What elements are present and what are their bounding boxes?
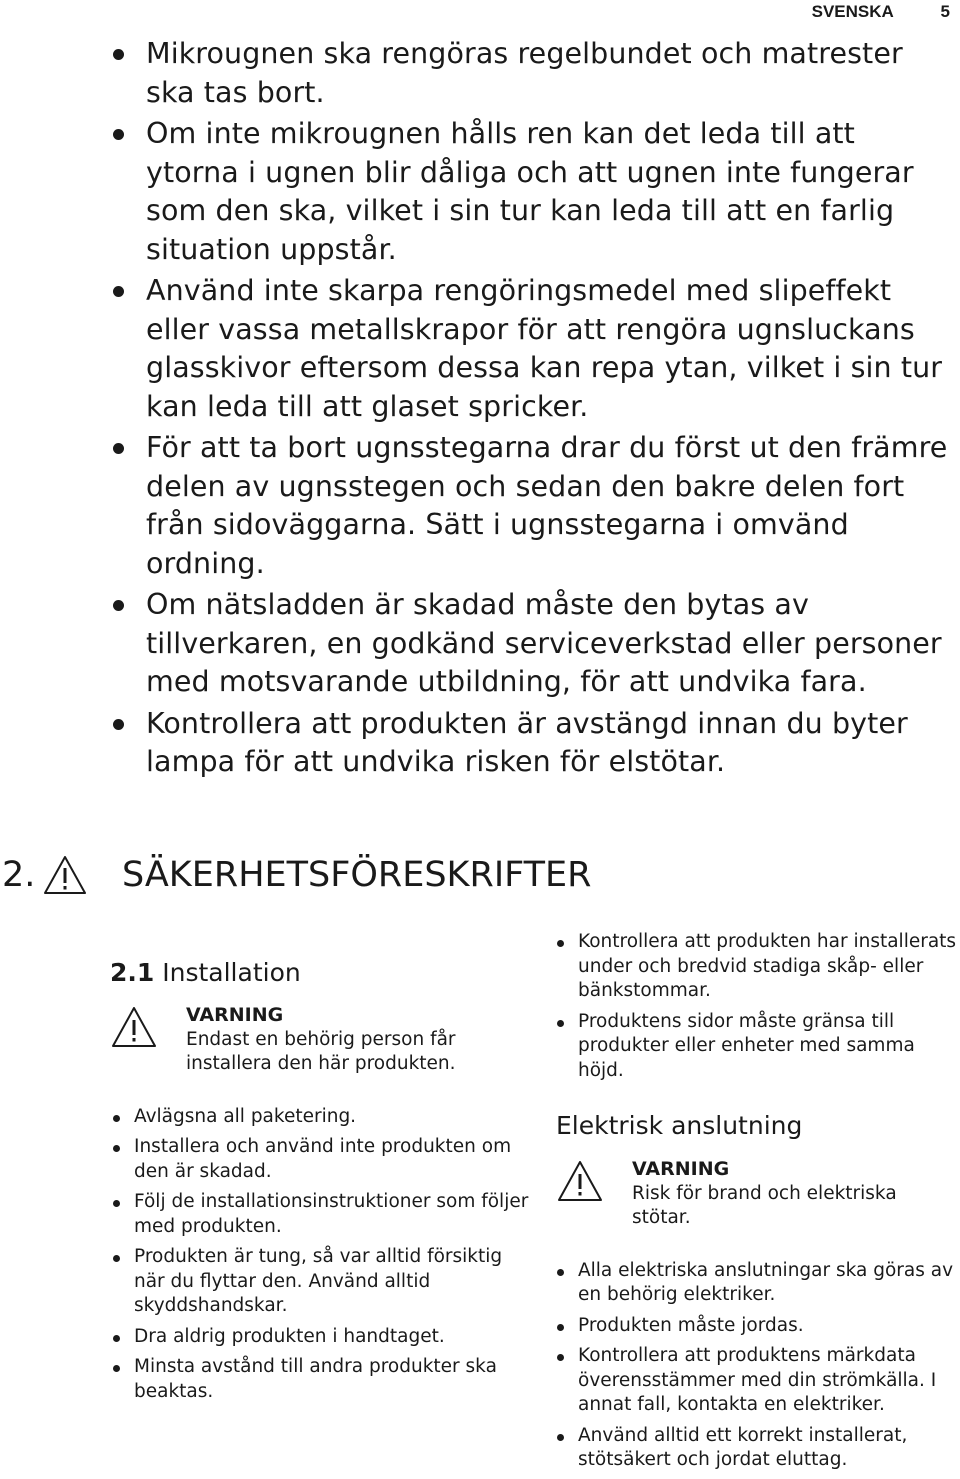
list-item-text: Installera och använd inte produkten om den är skadad. xyxy=(134,1136,512,1182)
list-item-text: Använd inte skarpa rengöringsmedel med slipeffekt eller vassa metallskrapor för att rengöra ugnsluckans glasskivor eftersom dessa kan repa ytan, vilket i sin tur kan leda till att glaset spricker. xyxy=(146,274,943,423)
list-item xyxy=(0,586,960,702)
section-title: SÄKERHETSFÖRESKRIFTER xyxy=(122,855,592,895)
list-item-text: Använd alltid ett korrekt installerat, stötsäkert och jordat eluttag. xyxy=(578,1424,908,1470)
electric-warning xyxy=(556,1157,960,1231)
bullet-icon xyxy=(113,1255,120,1262)
list-item-text: Produkten måste jordas. xyxy=(578,1314,804,1336)
bullet-icon xyxy=(113,1200,120,1207)
list-item xyxy=(110,1135,530,1184)
warning-title: VARNING xyxy=(186,1004,284,1026)
bullet-icon xyxy=(113,719,124,730)
list-item xyxy=(556,1010,960,1084)
bullet-icon xyxy=(557,1354,564,1361)
warning-triangle-icon xyxy=(556,1159,604,1203)
list-item-text: För att ta bort ugnsstegarna drar du först ut den främre delen av ugnsstegen och sedan den bakre delen fort från sidoväggarna. Sätt i ugnsstegarna i omvänd ordning. xyxy=(146,431,948,580)
header-language: SVENSKA xyxy=(811,2,894,21)
bullet-icon xyxy=(113,1365,120,1372)
list-item xyxy=(0,115,960,269)
subsection-number: 2.1 xyxy=(110,958,155,987)
bullet-icon xyxy=(113,286,124,297)
list-item-text: Kontrollera att produkten har installerats under och bredvid stadiga skåp- eller bänkstommar. xyxy=(578,931,957,1001)
bullet-icon xyxy=(113,600,124,611)
list-item xyxy=(556,1424,960,1473)
list-item-text: Produktens sidor måste gränsa till produkter eller enheter med samma höjd. xyxy=(578,1010,915,1081)
bullet-icon xyxy=(113,1335,120,1342)
list-item-text: Minsta avstånd till andra produkter ska beaktas. xyxy=(134,1356,497,1402)
bullet-icon xyxy=(557,1324,564,1331)
list-item-text: Om nätsladden är skadad måste den bytas av tillverkaren, en godkänd serviceverkstad eller personer med motsvarande utbildning, för att undvika fara. xyxy=(146,588,942,698)
page-number: 5 xyxy=(940,2,950,21)
list-item-text: Dra aldrig produkten i handtaget. xyxy=(134,1325,445,1347)
list-item-text: Kontrollera att produkten är avstängd innan du byter lampa för att undvika risken för elstötar. xyxy=(146,706,908,778)
maintenance-list xyxy=(0,35,960,785)
electric-list xyxy=(556,1259,960,1473)
list-item-text: Om inte mikrougnen hålls ren kan det leda till att ytorna i ugnen blir dåliga och att ugnen inte fungerar som den ska, vilket i sin tur kan leda till att en farlig situation uppstår. xyxy=(146,117,914,266)
list-item xyxy=(110,1105,530,1130)
warning-text: Endast en behörig person får installera den här produkten. xyxy=(186,1028,456,1074)
warning-triangle-icon xyxy=(110,1005,158,1049)
list-item xyxy=(110,1355,530,1404)
list-item-text: Produkten är tung, så var alltid försiktig när du flyttar den. Använd alltid skyddshandskar. xyxy=(134,1246,503,1316)
list-item-text: Mikrougnen ska rengöras regelbundet och matrester ska tas bort. xyxy=(146,37,903,109)
section-heading xyxy=(0,850,591,900)
warning-text: Risk för brand och elektriska stötar. xyxy=(632,1182,897,1228)
bullet-icon xyxy=(113,1115,120,1122)
list-item xyxy=(556,1259,960,1308)
list-item xyxy=(556,1344,960,1418)
bullet-icon xyxy=(113,129,124,140)
list-item-text: Följ de installationsinstruktioner som följer med produkten. xyxy=(134,1191,529,1237)
bullet-icon xyxy=(113,443,124,454)
list-item-text: Kontrollera att produktens märkdata överensstämmer med din strömkälla. I annat fall, kontakta en elektriker. xyxy=(578,1345,937,1415)
list-item xyxy=(110,1325,530,1350)
list-item xyxy=(110,1190,530,1239)
installation-list xyxy=(110,1105,530,1405)
list-item xyxy=(0,705,960,782)
subsection-title: Installation xyxy=(154,958,301,987)
list-item xyxy=(556,930,960,1004)
warning-triangle-icon xyxy=(42,854,88,896)
bullet-icon xyxy=(113,1145,120,1152)
warning-title: VARNING xyxy=(632,1158,730,1180)
list-item xyxy=(0,35,960,112)
bullet-icon xyxy=(113,49,124,60)
electric-heading: Elektrisk anslutning xyxy=(556,1111,803,1140)
page-header xyxy=(812,0,950,24)
installation-list-continued xyxy=(556,930,960,1083)
bullet-icon xyxy=(557,1434,564,1441)
list-item xyxy=(0,272,960,426)
list-item xyxy=(0,429,960,583)
list-item xyxy=(110,1245,530,1319)
installation-heading xyxy=(110,955,530,991)
right-column xyxy=(556,930,960,1479)
bullet-icon xyxy=(557,1020,564,1027)
list-item-text: Alla elektriska anslutningar ska göras av en behörig elektriker. xyxy=(578,1259,954,1305)
bullet-icon xyxy=(557,940,564,947)
installation-column xyxy=(110,955,530,1410)
installation-warning xyxy=(110,1003,530,1077)
list-item xyxy=(556,1314,960,1339)
bullet-icon xyxy=(557,1269,564,1276)
section-number: 2. xyxy=(2,855,36,895)
list-item-text: Avlägsna all paketering. xyxy=(134,1105,357,1127)
